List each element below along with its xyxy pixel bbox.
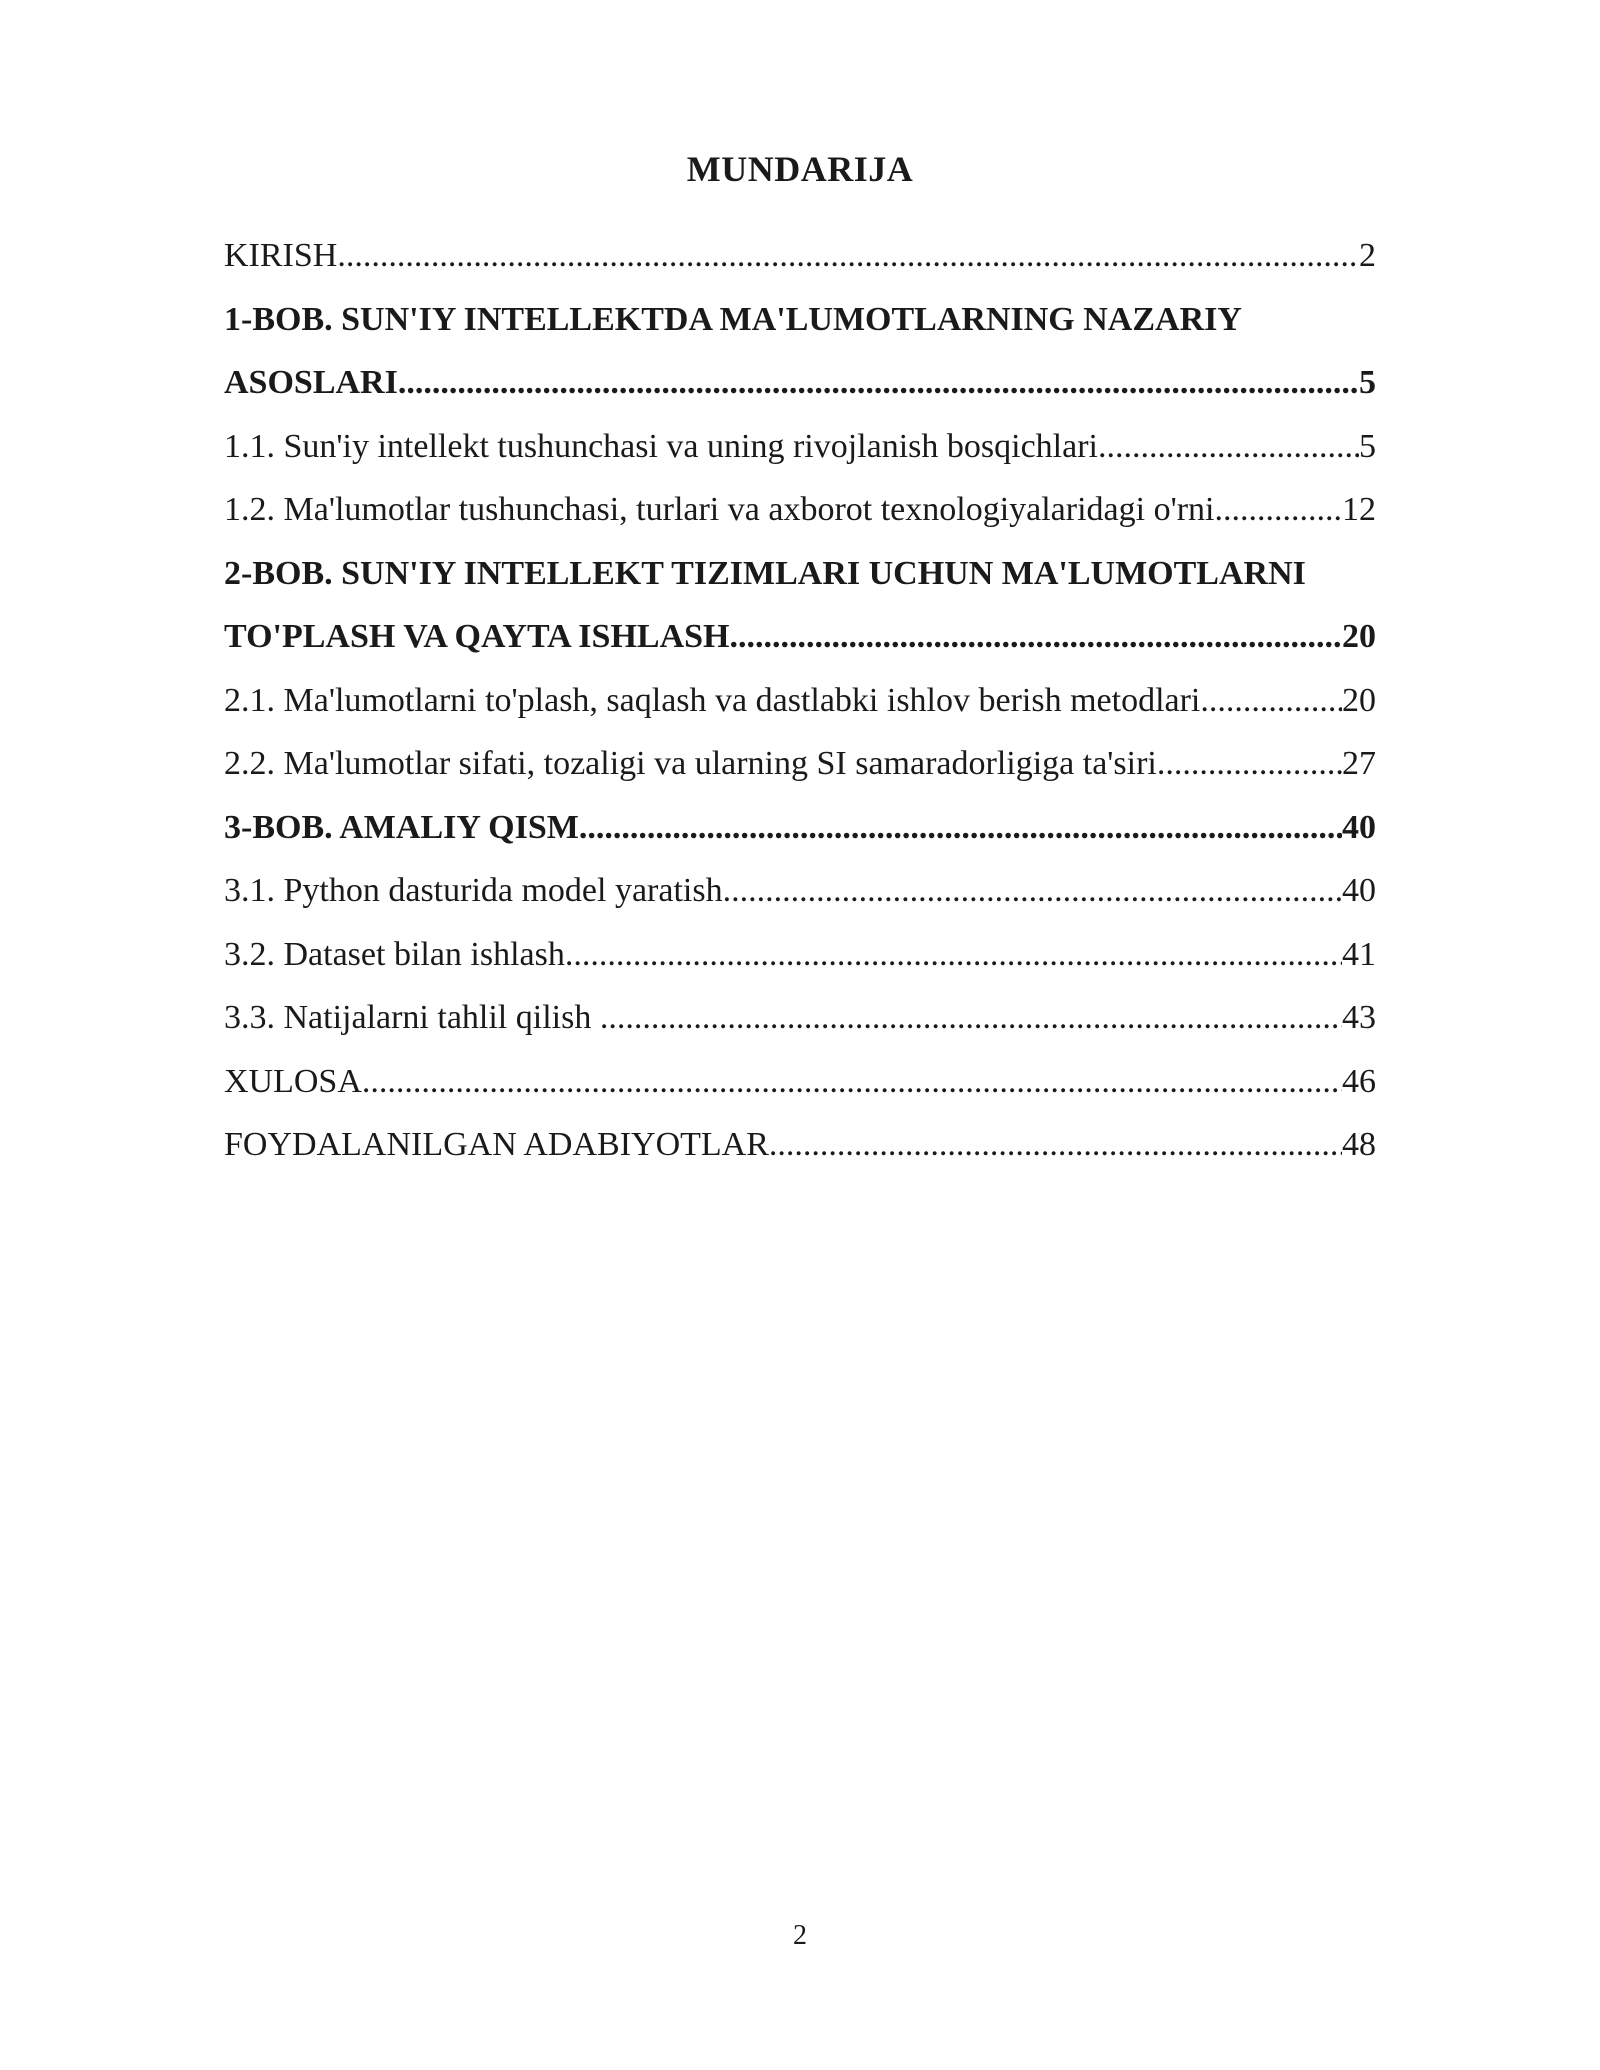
toc-entry-3-1[interactable]: [224, 859, 1376, 923]
toc-chapter-3[interactable]: [224, 796, 1376, 860]
toc-leader-dots: [337, 224, 1359, 288]
toc-entry-label: XULOSA: [224, 1062, 362, 1100]
toc-entry-label: 3-BOB. AMALIY QISM: [224, 808, 579, 846]
toc-entry-page: 43: [1342, 999, 1376, 1036]
toc-entry-page: 2: [1359, 237, 1376, 274]
toc-entry-label: 2.2. Ma'lumotlar sifati, tozaligi va ularning SI samaradorligiga ta'siri: [224, 745, 1157, 782]
toc-leader-dots: [769, 1113, 1342, 1177]
toc-entry-label: ASOSLARI: [224, 364, 398, 401]
toc-entry-label: 1.1. Sun'iy intellekt tushunchasi va uning rivojlanish bosqichlari: [224, 427, 1098, 465]
toc-leader-dots: [362, 1050, 1342, 1114]
page-title: MUNDARIJA: [686, 149, 914, 189]
toc-leader-dots: [1157, 732, 1342, 796]
toc-entry-page: 40: [1342, 872, 1376, 909]
toc-leader-dots: [729, 605, 1342, 669]
toc-leader-dots: [565, 923, 1342, 987]
toc-leader-dots: [398, 351, 1359, 415]
toc-entry-label: FOYDALANILGAN ADABIYOTLAR: [224, 1126, 769, 1163]
toc-leader-dots: [1214, 478, 1342, 542]
toc-entry-page: 5: [1359, 364, 1376, 401]
toc-entry-page: 40: [1342, 808, 1376, 846]
toc-chapter-1-line1[interactable]: [224, 288, 1376, 352]
toc-entry-3-3[interactable]: [224, 986, 1376, 1050]
toc-chapter-2-line2[interactable]: [224, 605, 1376, 669]
toc-entry-label: 1-BOB. SUN'IY INTELLEKTDA MA'LUMOTLARNING NAZARIY: [224, 300, 1242, 338]
toc-entry-label: 3.3. Natijalarni tahlil qilish: [224, 999, 600, 1036]
toc-entry-1-1[interactable]: [224, 415, 1376, 479]
toc-entry-2-1[interactable]: [224, 669, 1376, 733]
toc-entry-1-2[interactable]: [224, 478, 1376, 542]
toc-entry-label: 1.2. Ma'lumotlar tushunchasi, turlari va axborot texnologiyalaridagi o'rni: [224, 491, 1215, 528]
toc-entry-label: KIRISH: [224, 237, 338, 274]
toc-entry-label: 2-BOB. SUN'IY INTELLEKT TIZIMLARI UCHUN MA'LUMOTLARNI: [224, 554, 1306, 592]
toc-entry-page: 48: [1342, 1126, 1376, 1163]
page-number: 2: [793, 1920, 807, 1951]
toc-leader-dots: [723, 859, 1342, 923]
toc-entry-label: 3.2. Dataset bilan ishlash: [224, 935, 565, 973]
toc-entry-page: 12: [1342, 491, 1376, 528]
table-of-contents: [224, 224, 1376, 1177]
toc-entry-page: 5: [1359, 427, 1376, 465]
toc-entry-label: TO'PLASH VA QAYTA ISHLASH: [224, 618, 730, 655]
toc-chapter-1-line2[interactable]: [224, 351, 1376, 415]
toc-leader-dots: [1200, 669, 1342, 733]
toc-entry-label: 2.1. Ma'lumotlarni to'plash, saqlash va dastlabki ishlov berish metodlari: [224, 681, 1201, 719]
toc-leader-dots: [600, 986, 1342, 1050]
toc-entry-kirish[interactable]: [224, 224, 1376, 288]
toc-entry-label: 3.1. Python dasturida model yaratish: [224, 872, 723, 909]
toc-entry-page: 20: [1342, 681, 1376, 719]
toc-entry-2-2[interactable]: [224, 732, 1376, 796]
toc-entry-page: 46: [1342, 1062, 1376, 1100]
toc-entry-page: 20: [1342, 618, 1376, 655]
toc-leader-dots: [1098, 415, 1359, 479]
toc-chapter-2-line1[interactable]: [224, 542, 1376, 606]
toc-entry-adabiyotlar[interactable]: [224, 1113, 1376, 1177]
toc-entry-3-2[interactable]: [224, 923, 1376, 987]
toc-entry-xulosa[interactable]: [224, 1050, 1376, 1114]
toc-entry-page: 27: [1342, 745, 1376, 782]
toc-leader-dots: [579, 796, 1342, 860]
toc-entry-page: 41: [1342, 935, 1376, 973]
